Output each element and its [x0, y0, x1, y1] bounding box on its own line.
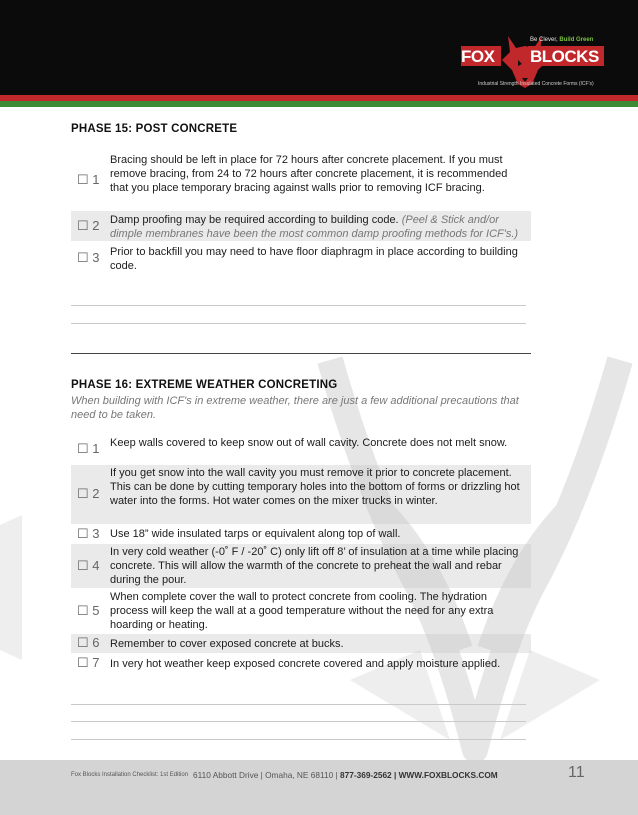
page-footer [0, 760, 638, 815]
item-text: In very cold weather (-0˚ F / -20˚ C) only lift off 8’ of insulation at a time while placing concrete. This will allow the warmth of the concrete to preheat the wall and rebar during the pour. [110, 546, 519, 586]
list-item [71, 544, 531, 588]
list-item [71, 152, 531, 210]
logo-word-blocks: BLOCKS [530, 47, 599, 66]
item-text: Damp proofing may be required according to building code. (Peel & Stick and/or dimple membranes have been the most common damp proofing methods for ICF's.) [110, 214, 519, 240]
item-text: Keep walls covered to keep snow out of wall cavity. Concrete does not melt snow. [110, 437, 508, 449]
item-text: Prior to backfill you may need to have floor diaphragm in place according to building code. [110, 246, 518, 272]
list-item [71, 525, 531, 543]
notes-line [71, 739, 526, 740]
checkbox-icon[interactable]: ☐ 3 [77, 250, 100, 265]
item-text: Remember to cover exposed concrete at bucks. [110, 638, 344, 650]
notes-line [71, 323, 526, 324]
phase-15-title: PHASE 15: POST CONCRETE [71, 123, 238, 135]
item-text: When complete cover the wall to protect concrete from cooling. The hydration process will keep the wall at a good temperature without the need for any extra hoarding or heating. [110, 591, 494, 631]
item-text: In very hot weather keep exposed concrete covered and apply moisture applied. [110, 658, 501, 670]
logo-tagline: Be Clever, Build Green [530, 37, 594, 43]
checkbox-icon[interactable]: ☐ 5 [77, 603, 100, 618]
phase-16-title: PHASE 16: EXTREME WEATHER CONCRETING [71, 379, 338, 391]
checkbox-icon[interactable]: ☐ 3 [77, 526, 100, 541]
list-item [71, 589, 531, 633]
checkbox-icon[interactable]: ☐ 1 [77, 172, 100, 187]
item-text: Bracing should be left in place for 72 hours after concrete placement. If you must remove bracing, from 24 to 72 hours after concrete placement, it is recommended that you place temporary bracing against walls prior to removing ICF bracing. [110, 154, 508, 194]
section-divider [71, 353, 531, 354]
item-text: If you get snow into the wall cavity you must remove it prior to concrete placement. This can be done by cutting temporary holes into the bottom of forms or drizzling hot water into the forms. Hot water comes on the mixer trucks in winter. [110, 467, 520, 507]
notes-line [71, 721, 526, 722]
checkbox-icon[interactable]: ☐ 1 [77, 441, 100, 456]
footer-contact: 6110 Abbott Drive | Omaha, NE 68110 | 877-369-2562 | WWW.FOXBLOCKS.COM [193, 770, 498, 780]
checkbox-icon[interactable]: ☐ 7 [77, 655, 100, 670]
logo-word-fox: FOX [461, 47, 495, 66]
item-text: Use 18” wide insulated tarps or equivalent along top of wall. [110, 528, 401, 540]
checkbox-icon[interactable]: ☐ 4 [77, 558, 100, 573]
list-item [71, 434, 531, 464]
list-item [71, 211, 531, 241]
logo-subtitle: Industrial Strength Insulated Concrete Forms (ICF's) [478, 81, 594, 87]
list-item [71, 465, 531, 524]
checkbox-icon[interactable]: ☐ 6 [77, 635, 100, 650]
phase-16-intro: When building with ICF's in extreme weather, there are just a few additional precautions that need to be taken. [71, 395, 519, 421]
side-watermark-icon [0, 515, 22, 660]
list-item [71, 243, 531, 273]
list-item [71, 654, 531, 672]
checkbox-icon[interactable]: ☐ 2 [77, 486, 100, 501]
notes-line [71, 704, 526, 705]
footer-checklist-edition: Fox Blocks Installation Checklist: 1st Edition [71, 772, 189, 778]
notes-line [71, 305, 526, 306]
checkbox-icon[interactable]: ☐ 2 [77, 218, 100, 233]
page-number: 11 [568, 764, 585, 781]
header-stripe-green [0, 101, 638, 107]
list-item [71, 634, 531, 653]
